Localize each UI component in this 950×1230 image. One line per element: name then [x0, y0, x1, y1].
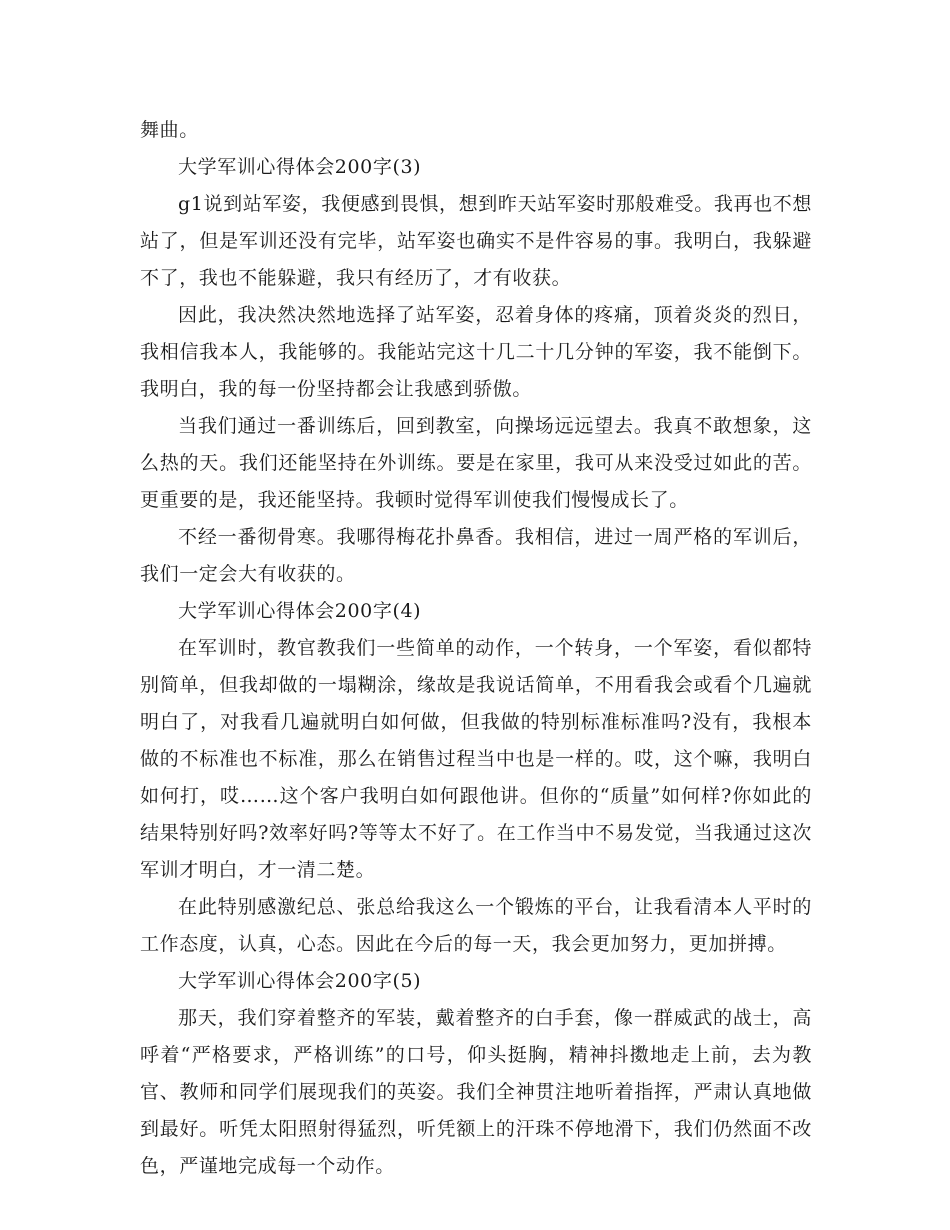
paragraph-2: 因此，我决然决然地选择了站军姿，忍着身体的疼痛，顶着炎炎的烈日，我相信我本人，我能够的。我能站完这十几二十几分钟的军姿，我不能倒下。我明白，我的每一份坚持都会让我感到骄傲。 — [140, 304, 812, 400]
paragraph-0: 舞曲。 — [140, 119, 199, 141]
section-heading-5: 大学军训心得体会200字(5) — [178, 970, 422, 992]
document-body — [140, 112, 812, 1185]
paragraph-6: 在此特别感激纪总、张总给我这么一个锻炼的平台，让我看清本人平时的工作态度，认真，心态。因此在今后的每一天，我会更加努力，更加拼搏。 — [140, 896, 812, 955]
paragraph-5: 在军训时，教官教我们一些简单的动作，一个转身，一个军姿，看似都特别简单，但我却做的一塌糊涂，缘故是我说话简单，不用看我会或看个几遍就明白了，对我看几遍就明白如何做，但我做的特别标准标准吗?没有，我根本做的不标准也不标准，那么在销售过程当中也是一样的。哎，这个嘛，我明白如何打，哎……这个客户我明白如何跟他讲。但你的“质量”如何样?你如此的结果特别好吗?效率好吗?等等太不好了。在工作当中不易发觉，当我通过这次军训才明白，才一清二楚。 — [140, 637, 812, 881]
paragraph-3: 当我们通过一番训练后，回到教室，向操场远远望去。我真不敢想象，这么热的天。我们还能坚持在外训练。要是在家里，我可从来没受过如此的苦。更重要的是，我还能坚持。我顿时觉得军训使我们慢慢成长了。 — [140, 415, 812, 511]
section-heading-3: 大学军训心得体会200字(3) — [178, 156, 422, 178]
paragraph-4: 不经一番彻骨寒。我哪得梅花扑鼻香。我相信，进过一周严格的军训后，我们一定会大有收获的。 — [140, 526, 812, 585]
section-heading-4: 大学军训心得体会200字(4) — [178, 600, 422, 622]
paragraph-7: 那天，我们穿着整齐的军装，戴着整齐的白手套，像一群威武的战士，高呼着“严格要求，严格训练”的口号，仰头挺胸，精神抖擞地走上前，去为教官、教师和同学们展现我们的英姿。我们全神贯注地听着指挥，严肃认真地做到最好。听凭太阳照射得猛烈，听凭额上的汗珠不停地滑下，我们仍然面不改色，严谨地完成每一个动作。 — [140, 1007, 812, 1177]
paragraph-1: g1说到站军姿，我便感到畏惧，想到昨天站军姿时那般难受。我再也不想站了，但是军训还没有完毕，站军姿也确实不是件容易的事。我明白，我躲避不了，我也不能躲避，我只有经历了，才有收获。 — [140, 193, 812, 289]
